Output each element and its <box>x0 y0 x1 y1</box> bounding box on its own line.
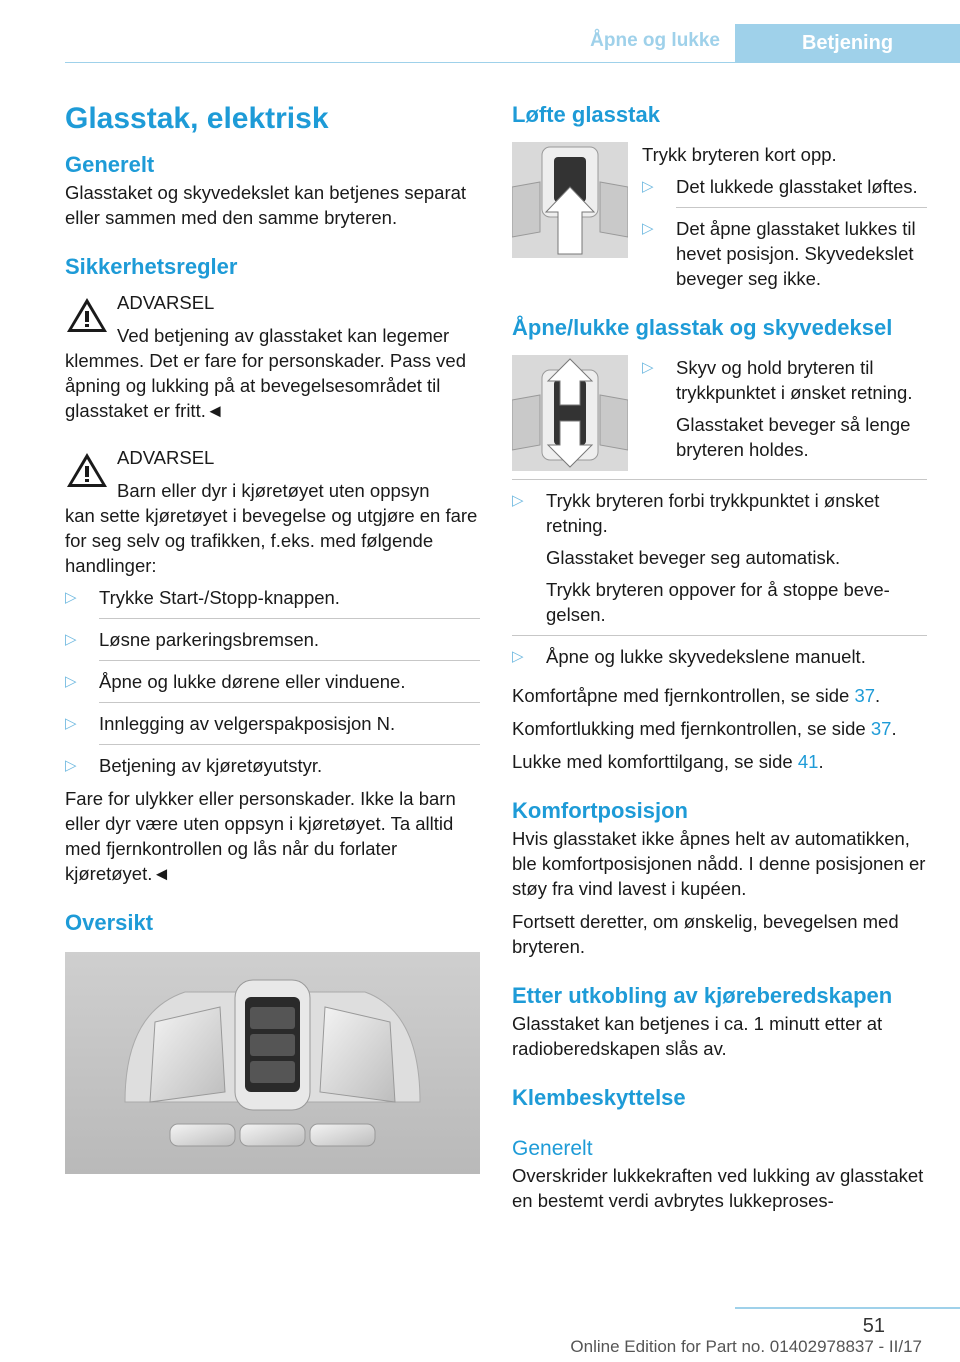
list-item: ▷ Åpne og lukke dørene eller vinduene. <box>65 671 406 692</box>
triangle-bullet-icon: ▷ <box>642 178 654 195</box>
triangle-bullet-icon: ▷ <box>512 492 524 509</box>
list-item: ▷ Trykke Start-/Stopp-knappen. <box>65 587 340 608</box>
after-text: Glasstaket kan betjenes i ca. 1 minutt etter at radioberedskapen slås av. <box>512 1013 883 1059</box>
triangle-bullet-icon: ▷ <box>65 715 77 732</box>
switch-up-image <box>512 142 628 258</box>
general-heading: Generelt <box>65 152 155 177</box>
right-column <box>512 100 927 1213</box>
safety-heading: Sikkerhetsregler <box>65 254 238 279</box>
edition-footer: Online Edition for Part no. 01402978837 - II/17 <box>570 1337 922 1356</box>
comfort-text-2: Fortsett deretter, om ønskelig, bevegelsen med bryteren. <box>512 911 899 957</box>
triangle-bullet-icon: ▷ <box>512 648 524 665</box>
warning-label: ADVARSEL <box>117 292 215 313</box>
list-item: ▷ Løsne parkeringsbremsen. <box>65 629 320 650</box>
lift-intro: Trykk bryteren kort opp. <box>642 144 837 165</box>
overview-heading: Oversikt <box>65 910 154 935</box>
page-link[interactable]: 37 <box>870 718 892 739</box>
page-link[interactable]: 41 <box>797 751 819 772</box>
warning-label: ADVARSEL <box>117 447 215 468</box>
warning-icon <box>65 296 109 334</box>
triangle-bullet-icon: ▷ <box>65 757 77 774</box>
header-chapter-tab: Betjening <box>735 24 960 62</box>
comfort-text: Hvis glasstaket ikke åpnes helt av automatikken, ble komfortposisjonen nådd. I denne posisjonen er støy fra vind lavest i kupéen. <box>512 828 926 899</box>
list-item: ▷ Trykk bryteren forbi trykkpunktet i ønsket retning. <box>512 490 880 536</box>
warning-end-text: Fare for ulykker eller personskader. Ikke la barn eller dyr være uten oppsyn i kjøretøyet. Ta alltid med fjernkontrollen og lås når du forlater kjøretøyet.◄ <box>65 788 456 884</box>
warning-icon <box>65 451 109 489</box>
header-section: Åpne og lukke <box>590 30 720 51</box>
warning-lead: Barn eller dyr i kjøretøyet uten oppsyn <box>117 480 430 501</box>
list-item: ▷ Skyv og hold bryteren til trykkpunktet i ønsket retning. <box>642 357 913 403</box>
list-item: ▷ Betjening av kjøretøyutstyr. <box>65 755 323 776</box>
reference-line: Komfortåpne med fjernkontrollen, se side 37. <box>512 685 881 706</box>
list-item: ▷ Åpne og lukke skyvedekslene manuelt. <box>512 646 866 667</box>
warning-lead: Ved betjening av glasstaket kan legemer <box>117 325 450 346</box>
open-close-heading: Åpne/lukke glasstak og skyvedeksel <box>512 315 893 340</box>
warning-block-2 <box>65 445 480 503</box>
list-item: ▷ Det lukkede glasstaket løftes. <box>642 176 918 197</box>
reference-line: Komfortlukking med fjernkontrollen, se side 37. <box>512 718 897 739</box>
warning-text: klemmes. Det er fare for personskader. Pass ved åpning og lukking på at bevegelsesområdet til glasstaket er fritt.◄ <box>65 350 467 421</box>
list-item: ▷ Innlegging av velgerspakposisjon N. <box>65 713 396 734</box>
triangle-bullet-icon: ▷ <box>642 220 654 237</box>
pinch-subheading: Generelt <box>512 1137 593 1160</box>
comfort-heading: Komfortposisjon <box>512 798 688 823</box>
roof-switch-panel-image <box>65 952 480 1174</box>
general-text: Glasstaket og skyvedekslet kan betjenes separat eller sammen med den samme bryteren. <box>65 182 467 228</box>
pinch-heading: Klembeskyttelse <box>512 1085 686 1110</box>
list-note: Glasstaket beveger så lenge bryteren holdes. <box>676 414 911 460</box>
warning-block-1 <box>65 290 480 348</box>
page-link[interactable]: 37 <box>854 685 876 706</box>
page-number: 51 <box>862 1315 885 1337</box>
list-item: ▷ Det åpne glasstaket lukkes til hevet posisjon. Skyvedekslet beveger seg ikke. <box>642 218 916 289</box>
switch-updown-image <box>512 355 628 471</box>
list-note: Glasstaket beveger seg automatisk. <box>546 547 841 568</box>
triangle-bullet-icon: ▷ <box>65 673 77 690</box>
footer-rule <box>735 1307 960 1309</box>
lift-heading: Løfte glasstak <box>512 102 660 127</box>
triangle-bullet-icon: ▷ <box>642 359 654 376</box>
triangle-bullet-icon: ▷ <box>65 589 77 606</box>
header-rule <box>65 62 960 63</box>
page-title: Glasstak, elektrisk <box>65 102 329 135</box>
triangle-bullet-icon: ▷ <box>65 631 77 648</box>
pinch-text: Overskrider lukkekraften ved lukking av glasstaket en bestemt verdi avbrytes lukkeproses- <box>512 1165 924 1211</box>
reference-line: Lukke med komforttilgang, se side 41. <box>512 751 824 772</box>
warning-text: kan sette kjøretøyet i bevegelse og utgjøre en fare for seg selv og trafikken, f.eks. med følgende handlinger: <box>65 505 478 576</box>
list-note: Trykk bryteren oppover for å stoppe bevegelsen. <box>546 579 890 625</box>
left-column <box>65 100 480 1180</box>
after-heading: Etter utkobling av kjøreberedskapen <box>512 983 893 1008</box>
